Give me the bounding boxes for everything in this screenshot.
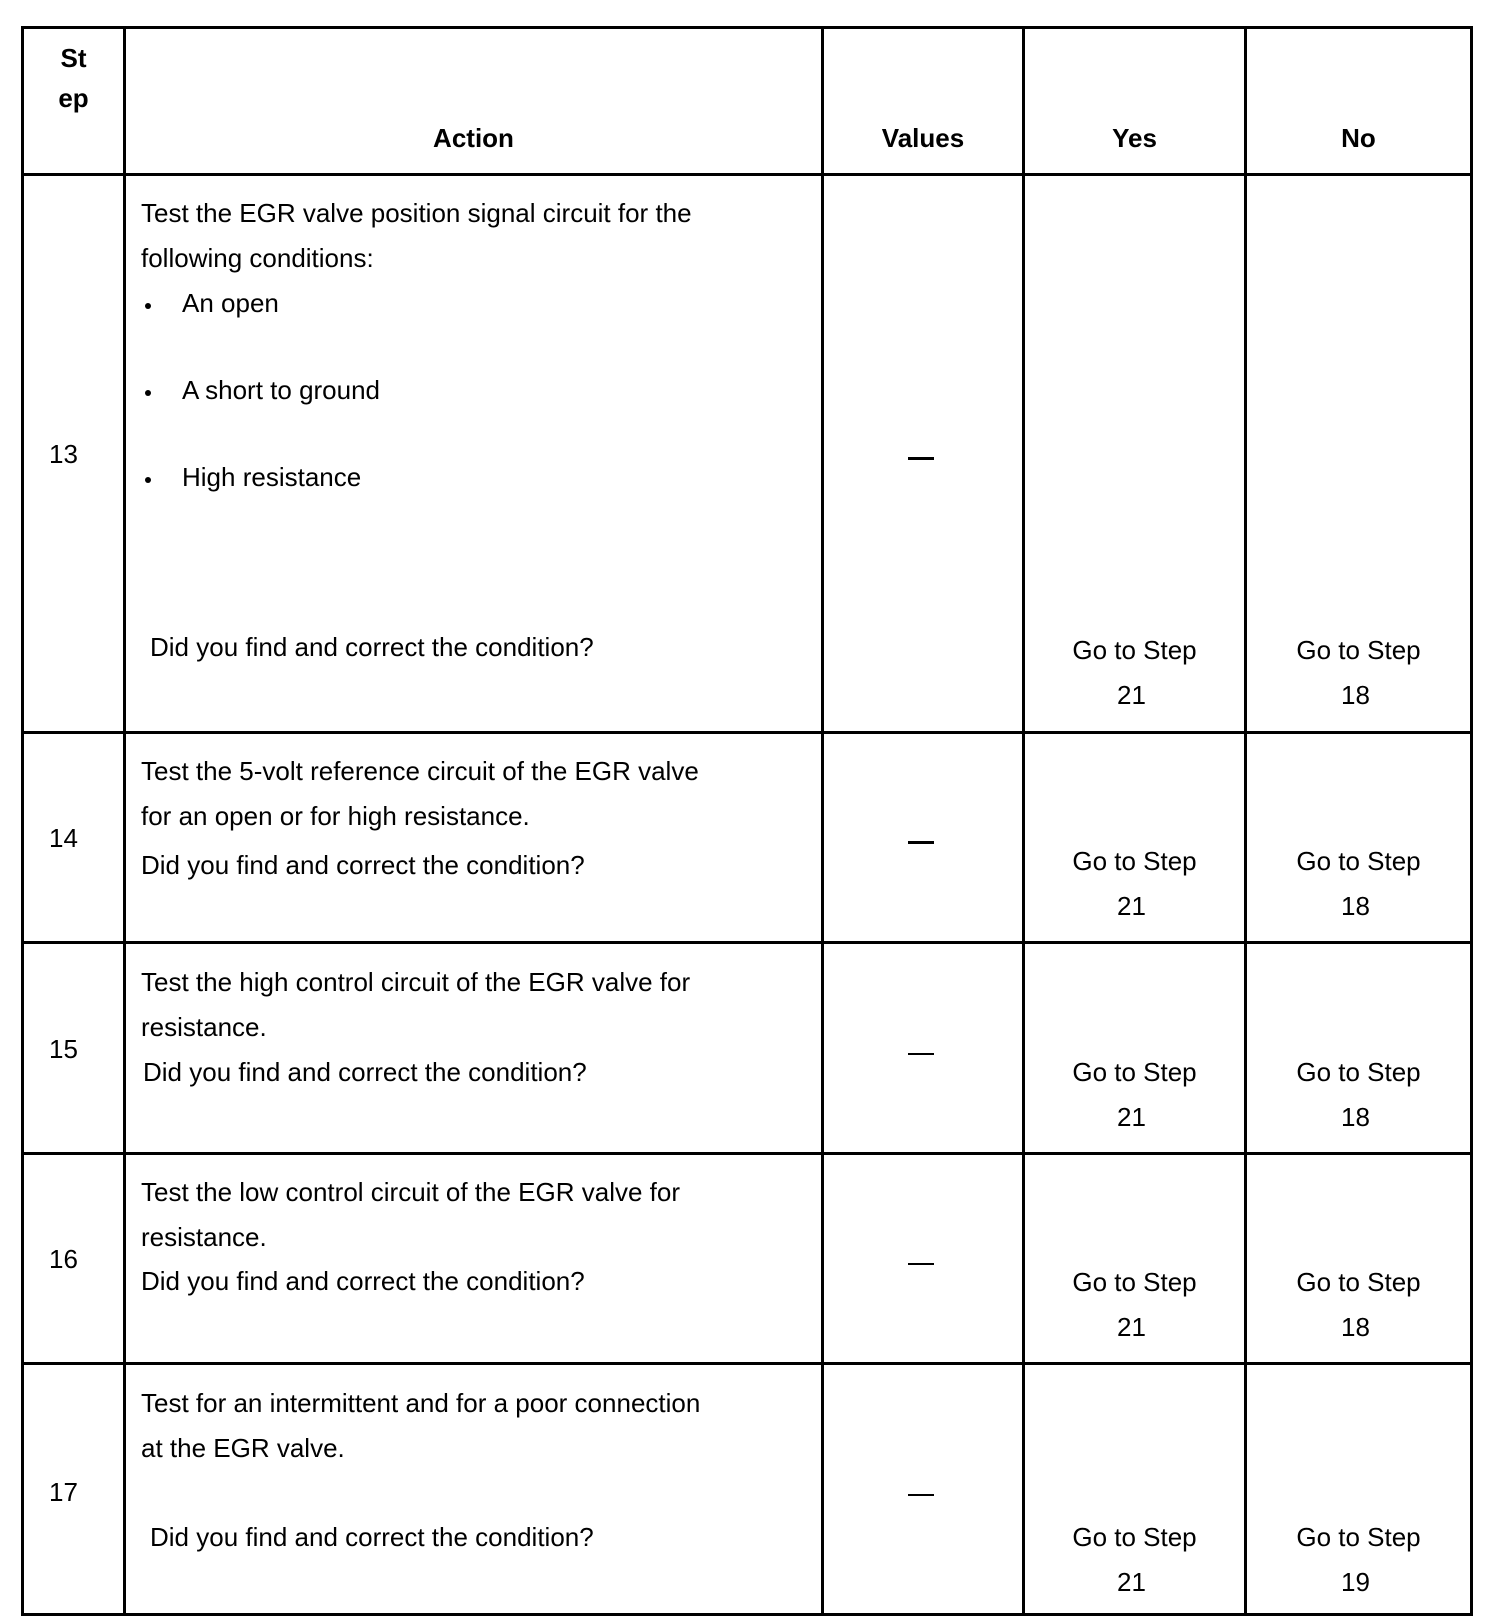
yes-target-step: 21 — [1117, 680, 1146, 710]
step-number: 16 — [49, 1244, 78, 1274]
bullet-item: An open — [182, 288, 279, 318]
row-divider — [21, 1152, 1473, 1155]
header-step — [24, 43, 123, 160]
yes-target-step: 21 — [1117, 1567, 1146, 1597]
action-text: Test the high control circuit of the EGR valve for — [141, 967, 691, 997]
table-border-left — [21, 26, 24, 1616]
bullet-item: High resistance — [182, 462, 362, 492]
yes-target-step: 21 — [1117, 891, 1146, 921]
action-text: Test the EGR valve position signal circuit for the — [141, 198, 692, 228]
no-target-step: 18 — [1341, 1102, 1370, 1132]
question-text: Did you find and correct the condition? — [150, 632, 594, 662]
troubleshooting-table — [21, 26, 1473, 1616]
header-values: Values — [881, 123, 965, 153]
yes-target: Go to Step — [1072, 1267, 1197, 1297]
value-dash — [908, 457, 934, 460]
table-border-right — [1470, 26, 1473, 1616]
step-number: 14 — [49, 823, 78, 853]
value-dash — [908, 1053, 934, 1055]
no-target: Go to Step — [1296, 1057, 1421, 1087]
header-yes: Yes — [1112, 123, 1157, 153]
action-text: following conditions: — [141, 243, 374, 273]
row-divider — [21, 1362, 1473, 1365]
no-target: Go to Step — [1296, 1522, 1421, 1552]
action-text: Test the 5-volt reference circuit of the EGR valve — [141, 756, 699, 786]
bullet-item: A short to ground — [182, 375, 381, 405]
step-number: 17 — [49, 1477, 78, 1507]
yes-target: Go to Step — [1072, 846, 1197, 876]
yes-target-step: 21 — [1117, 1312, 1146, 1342]
column-divider — [1022, 26, 1025, 1616]
column-divider — [821, 26, 824, 1616]
header-step-line: ep — [58, 83, 89, 113]
no-target-step: 18 — [1341, 680, 1370, 710]
table-border-bottom — [21, 1613, 1473, 1616]
bullet-icon — [145, 477, 151, 483]
no-target: Go to Step — [1296, 1267, 1421, 1297]
header-action: Action — [433, 123, 514, 153]
no-target-step: 18 — [1341, 891, 1370, 921]
no-target-step: 19 — [1341, 1567, 1370, 1597]
header-divider — [21, 173, 1473, 176]
yes-target-step: 21 — [1117, 1102, 1146, 1132]
yes-target: Go to Step — [1072, 1057, 1197, 1087]
no-target-step: 18 — [1341, 1312, 1370, 1342]
question-text: Did you find and correct the condition? — [141, 850, 585, 880]
value-dash — [908, 841, 934, 844]
action-text: Test for an intermittent and for a poor connection — [141, 1388, 701, 1418]
question-text: Did you find and correct the condition? — [141, 1266, 585, 1296]
step-number: 13 — [49, 439, 78, 469]
no-target: Go to Step — [1296, 846, 1421, 876]
value-dash — [908, 1263, 934, 1265]
question-text: Did you find and correct the condition? — [150, 1522, 594, 1552]
yes-target: Go to Step — [1072, 635, 1197, 665]
action-text: for an open or for high resistance. — [141, 801, 530, 831]
value-dash — [908, 1494, 934, 1496]
step-number: 15 — [49, 1034, 78, 1064]
action-text: resistance. — [141, 1012, 267, 1042]
column-divider — [1244, 26, 1247, 1616]
row-divider — [21, 941, 1473, 944]
table-border-top — [21, 26, 1473, 29]
header-no: No — [1341, 123, 1376, 153]
action-text: at the EGR valve. — [141, 1433, 345, 1463]
no-target: Go to Step — [1296, 635, 1421, 665]
header-step-line: St — [60, 43, 87, 73]
bullet-icon — [145, 303, 151, 309]
row-divider — [21, 731, 1473, 734]
action-text: Test the low control circuit of the EGR valve for — [141, 1177, 680, 1207]
question-text: Did you find and correct the condition? — [143, 1057, 587, 1087]
bullet-icon — [145, 390, 151, 396]
action-text: resistance. — [141, 1222, 267, 1252]
yes-target: Go to Step — [1072, 1522, 1197, 1552]
column-divider — [123, 26, 126, 1616]
